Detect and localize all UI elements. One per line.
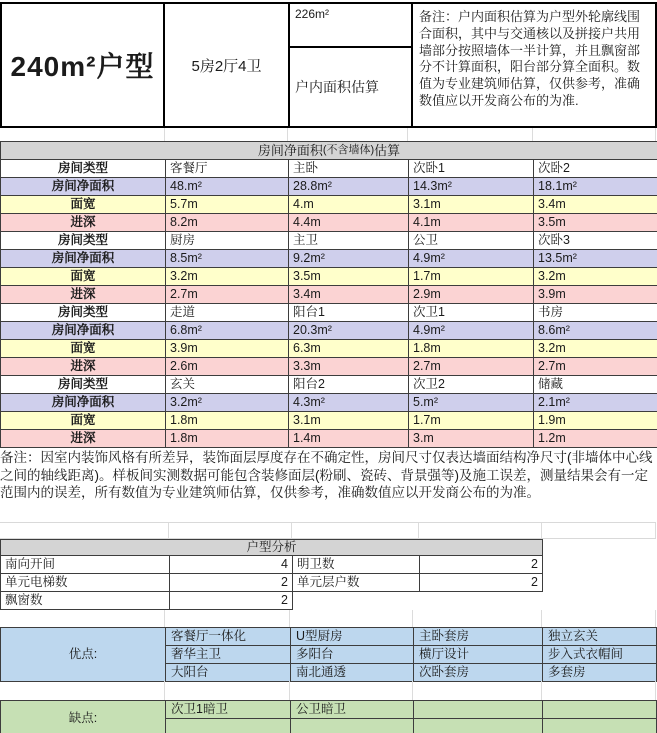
room-value-cell: 4.9m² — [409, 250, 534, 268]
room-value-cell: 3.2m — [534, 268, 657, 286]
cons-item-cell: 公卫暗卫 — [291, 701, 414, 719]
room-value-cell: 3.3m — [289, 358, 409, 376]
room-value-cell: 14.3m² — [409, 178, 534, 196]
row-label-type: 房间类型 — [1, 376, 166, 394]
analysis-label: 明卫数 — [293, 556, 420, 574]
room-value-cell: 2.1m² — [534, 394, 657, 412]
room-value-cell: 次卧2 — [534, 160, 657, 178]
cons-item-cell — [291, 719, 414, 733]
row-label-area: 房间净面积 — [1, 322, 166, 340]
room-value-cell: 3.9m — [534, 286, 657, 304]
cons-item-cell — [543, 719, 657, 733]
row-label-width: 面宽 — [1, 196, 166, 214]
analysis-value: 2 — [170, 574, 293, 592]
room-value-cell: 2.7m — [534, 358, 657, 376]
analysis-value: 4 — [170, 556, 293, 574]
room-value-cell: 8.2m — [166, 214, 289, 232]
room-value-cell: 1.8m — [166, 412, 289, 430]
room-value-cell: 3.5m — [534, 214, 657, 232]
room-value-cell: 9.2m² — [289, 250, 409, 268]
room-value-cell: 次卧3 — [534, 232, 657, 250]
room-value-cell: 13.5m² — [534, 250, 657, 268]
room-value-cell: 4.m — [289, 196, 409, 214]
room-value-cell: 客餐厅 — [166, 160, 289, 178]
cons-table — [0, 700, 657, 733]
gridline-empty-row — [0, 522, 656, 539]
room-value-cell: 8.5m² — [166, 250, 289, 268]
room-value-cell: 3.m — [409, 430, 534, 448]
row-label-depth: 进深 — [1, 430, 166, 448]
room-value-cell: 走道 — [166, 304, 289, 322]
room-value-cell: 3.2m² — [166, 394, 289, 412]
pros-label: 优点: — [1, 628, 166, 682]
analysis-value: 2 — [420, 556, 543, 574]
room-value-cell: 主卧 — [289, 160, 409, 178]
analysis-value: 2 — [170, 592, 293, 610]
room-value-cell: 3.2m — [166, 268, 289, 286]
room-value-cell: 4.3m² — [289, 394, 409, 412]
analysis-label: 单元层户数 — [293, 574, 420, 592]
room-value-cell: 阳台2 — [289, 376, 409, 394]
pros-item-cell: 大阳台 — [166, 664, 291, 682]
gridline-gap-row — [0, 681, 656, 700]
row-label-area: 房间净面积 — [1, 178, 166, 196]
cons-item-cell — [543, 701, 657, 719]
room-value-cell: 3.9m — [166, 340, 289, 358]
pros-item-cell: 独立玄关 — [543, 628, 657, 646]
row-label-type: 房间类型 — [1, 160, 166, 178]
room-value-cell: 厨房 — [166, 232, 289, 250]
room-value-cell: 48.m² — [166, 178, 289, 196]
unit-title: 240m²户型 — [2, 4, 165, 126]
room-value-cell: 20.3m² — [289, 322, 409, 340]
room-value-cell: 1.2m — [534, 430, 657, 448]
room-value-cell: 玄关 — [166, 376, 289, 394]
row-label-type: 房间类型 — [1, 232, 166, 250]
row-label-area: 房间净面积 — [1, 394, 166, 412]
row-label-width: 面宽 — [1, 340, 166, 358]
room-value-cell: 2.9m — [409, 286, 534, 304]
row-label-depth: 进深 — [1, 214, 166, 232]
row-label-width: 面宽 — [1, 268, 166, 286]
analysis-value: 2 — [420, 574, 543, 592]
room-table-title-paren: (不含墙体) — [322, 144, 375, 156]
row-label-width: 面宽 — [1, 412, 166, 430]
room-value-cell: 1.8m — [166, 430, 289, 448]
room-value-cell: 书房 — [534, 304, 657, 322]
room-value-cell: 6.8m² — [166, 322, 289, 340]
room-value-cell: 1.9m — [534, 412, 657, 430]
analysis-value — [420, 592, 543, 610]
room-value-cell: 3.4m — [534, 196, 657, 214]
room-area-table — [0, 141, 657, 448]
room-value-cell: 8.6m² — [534, 322, 657, 340]
room-value-cell: 3.4m — [289, 286, 409, 304]
room-value-cell: 公卫 — [409, 232, 534, 250]
measurement-footnote: 备注：因室内装饰风格有所差异，装饰面层厚度存在不确定性，房间尺寸仅表达墙面结构净尺寸(非墙体中心线之间的轴线距离)。样板间实测数据可能包含装修面层(粉刷、瓷砖、背景强等)及施工误差，测量结果会有一定范围内的误差，所有数值为专业建筑师估算，仅供参考，准确数值应以开发商公布的为准。 — [0, 450, 653, 500]
pros-item-cell: 多阳台 — [291, 646, 414, 664]
room-value-cell: 28.8m² — [289, 178, 409, 196]
cons-item-cell — [414, 719, 543, 733]
pros-item-cell: 奢华主卫 — [166, 646, 291, 664]
pros-item-cell: 客餐厅一体化 — [166, 628, 291, 646]
room-value-cell: 次卫2 — [409, 376, 534, 394]
gridline-gap-row — [0, 128, 656, 141]
room-value-cell: 3.5m — [289, 268, 409, 286]
analysis-label: 飘窗数 — [1, 592, 170, 610]
room-value-cell: 4.1m — [409, 214, 534, 232]
row-label-depth: 进深 — [1, 286, 166, 304]
room-value-cell: 3.2m — [534, 340, 657, 358]
analysis-title: 户型分析 — [0, 539, 543, 556]
room-value-cell: 阳台1 — [289, 304, 409, 322]
room-value-cell: 2.6m — [166, 358, 289, 376]
room-value-cell: 2.7m — [166, 286, 289, 304]
header-table — [0, 2, 657, 128]
pros-item-cell: 横厅设计 — [414, 646, 543, 664]
room-table-title-main: 房间净面积 — [257, 143, 323, 158]
gridline-gap-row — [0, 610, 656, 627]
pros-table — [0, 627, 657, 682]
room-table-title — [1, 142, 657, 160]
room-value-cell: 5.7m — [166, 196, 289, 214]
room-value-cell: 1.8m — [409, 340, 534, 358]
room-value-cell: 4.9m² — [409, 322, 534, 340]
header-note: 备注：户内面积估算为户型外轮廓线围合面积，其中与交通核以及拼接户共用墙部分按照墙体一半计算，并且飘窗部分不计算面积，阳台部分算全面积。数值为专业建筑师估算，仅供参考，准确数值应以开发商公布的为准. — [419, 9, 641, 108]
row-label-depth: 进深 — [1, 358, 166, 376]
indoor-area-label: 户内面积估算 — [295, 79, 379, 95]
pros-item-cell: 次卧套房 — [414, 664, 543, 682]
room-value-cell: 次卧1 — [409, 160, 534, 178]
room-value-cell: 3.1m — [409, 196, 534, 214]
row-label-area: 房间净面积 — [1, 250, 166, 268]
room-table-title-suffix: 估算 — [374, 143, 401, 158]
room-value-cell: 3.1m — [289, 412, 409, 430]
cons-label: 缺点: — [1, 701, 166, 733]
analysis-label: 南向开间 — [1, 556, 170, 574]
room-value-cell: 5.m² — [409, 394, 534, 412]
room-value-cell: 1.4m — [289, 430, 409, 448]
room-value-cell: 6.3m — [289, 340, 409, 358]
room-layout-label: 5房2厅4卫 — [165, 4, 290, 126]
indoor-area-value: 226m² — [290, 4, 411, 48]
room-value-cell: 18.1m² — [534, 178, 657, 196]
pros-item-cell: 南北通透 — [291, 664, 414, 682]
pros-item-cell: 主卧套房 — [414, 628, 543, 646]
cons-item-cell: 次卫1暗卫 — [166, 701, 291, 719]
room-value-cell: 2.7m — [409, 358, 534, 376]
cons-item-cell — [414, 701, 543, 719]
row-label-type: 房间类型 — [1, 304, 166, 322]
cons-item-cell — [166, 719, 291, 733]
pros-item-cell: 步入式衣帽间 — [543, 646, 657, 664]
analysis-label: 单元电梯数 — [1, 574, 170, 592]
room-value-cell: 1.7m — [409, 268, 534, 286]
analysis-table — [0, 556, 543, 610]
indoor-area-cell — [290, 4, 413, 126]
room-value-cell: 1.7m — [409, 412, 534, 430]
pros-item-cell: 多套房 — [543, 664, 657, 682]
analysis-label — [293, 592, 420, 610]
pros-item-cell: U型厨房 — [291, 628, 414, 646]
room-value-cell: 主卫 — [289, 232, 409, 250]
room-value-cell: 储藏 — [534, 376, 657, 394]
room-value-cell: 4.4m — [289, 214, 409, 232]
room-value-cell: 次卫1 — [409, 304, 534, 322]
